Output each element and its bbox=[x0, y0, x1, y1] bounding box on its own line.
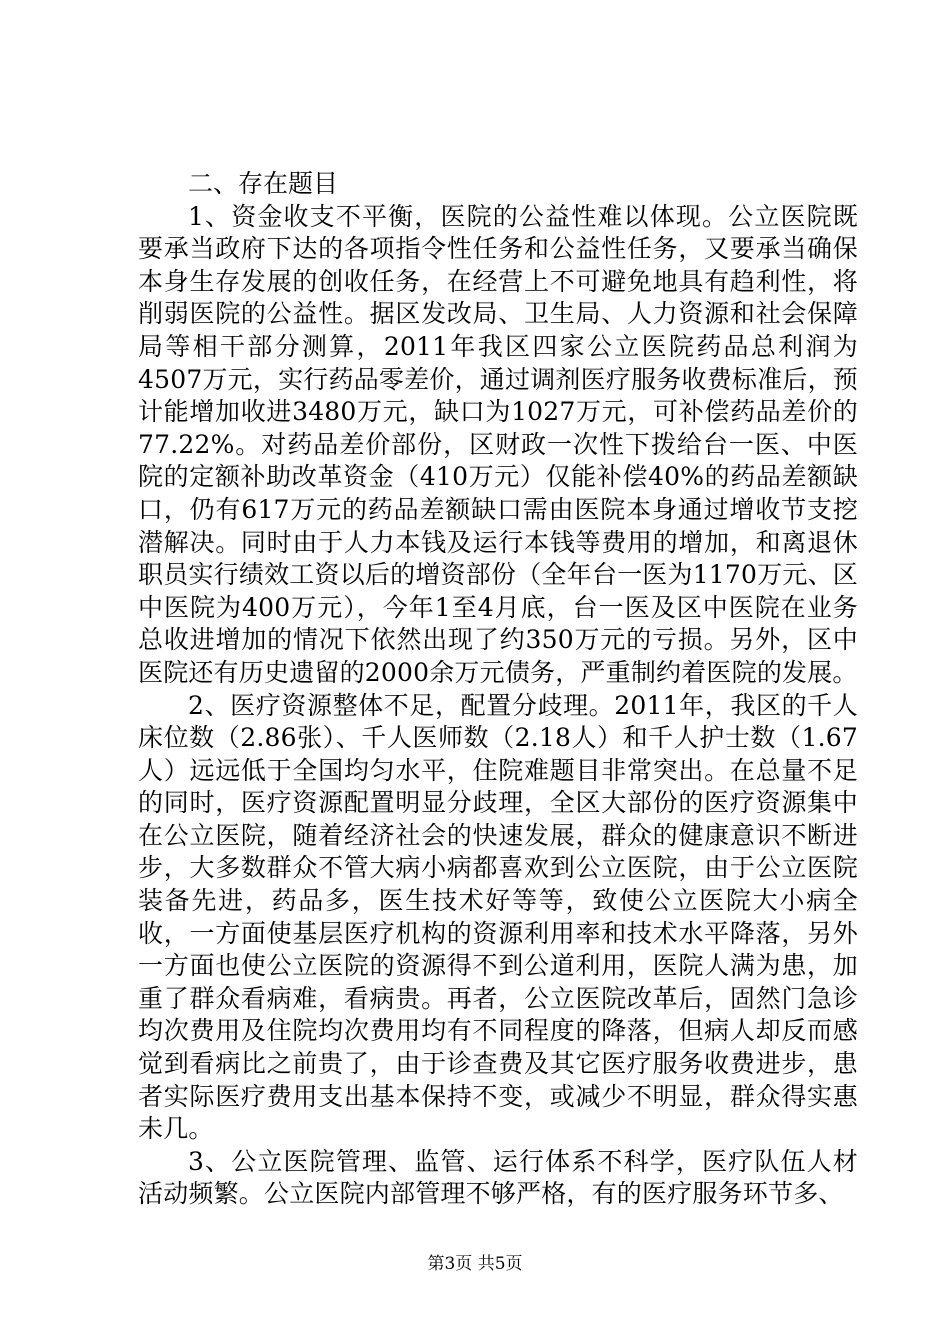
paragraph-management-system: 3、公立医院管理、监管、运行体系不科学，医疗队伍人材活动频繁。公立医院内部管理不够严格，有的医疗服务环节多、 bbox=[138, 1146, 858, 1209]
page-footer: 第3页 共5页 bbox=[427, 1254, 523, 1274]
document-body bbox=[138, 168, 858, 1211]
section-heading: 二、存在题目 bbox=[188, 169, 339, 198]
paragraph-funding-imbalance: 1、资金收支不平衡，医院的公益性难以体现。公立医院既要承当政府下达的各项指令性任务和公益性任务，又要承当确保本身生存发展的创收任务，在经营上不可避免地具有趋利性，将削弱医院的公益性。据区发改局、卫生局、人力资源和社会保障局等相干部分测算，2011年我区四家公立医院药品总利润为4507万元，实行药品零差价，通过调剂医疗服务收费标准后，预计能增加收进3480万元，缺口为1027万元，可补偿药品差价的77.22%。对药品差价部份，区财政一次性下拨给台一医、中医院的定额补助改革资金（410万元）仅能补偿40%的药品差额缺口，仍有617万元的药品差额缺口需由医院本身通过增收节支挖潜解决。同时由于人力本钱及运行本钱等费用的增加，和离退休职员实行绩效工资以后的增资部份（全年台一医为1170万元、区中医院为400万元），今年1至4月底，台一医及区中医院在业务总收进增加的情况下依然出现了约350万元的亏损。另外，区中医院还有历史遗留的2000余万元债务，严重制约着医院的发展。 bbox=[138, 201, 858, 687]
paragraph-medical-resources: 2、医疗资源整体不足，配置分歧理。2011年，我区的千人床位数（2.86张）、千人医师数（2.18人）和千人护士数（1.67人）远远低于全国均匀水平，住院难题目非常突出。在总量不足的同时，医疗资源配置明显分歧理，全区大部份的医疗资源集中在公立医院，随着经济社会的快速发展，群众的健康意识不断进步，大多数群众不管大病小病都喜欢到公立医院，由于公立医院装备先进，药品多，医生技术好等等，致使公立医院大小病全收，一方面使基层医疗机构的资源利用率和技术水平降落，另外一方面也使公立医院的资源得不到公道利用，医院人满为患，加重了群众看病难，看病贵。再者，公立医院改革后，固然门急诊均次费用及住院均次费用均有不同程度的降落，但病人却反而感觉到看病比之前贵了，由于诊查费及其它医疗服务收费进步，患者实际医疗费用支出基本保持不变，或减少不明显，群众得实惠未几。 bbox=[138, 690, 858, 1144]
